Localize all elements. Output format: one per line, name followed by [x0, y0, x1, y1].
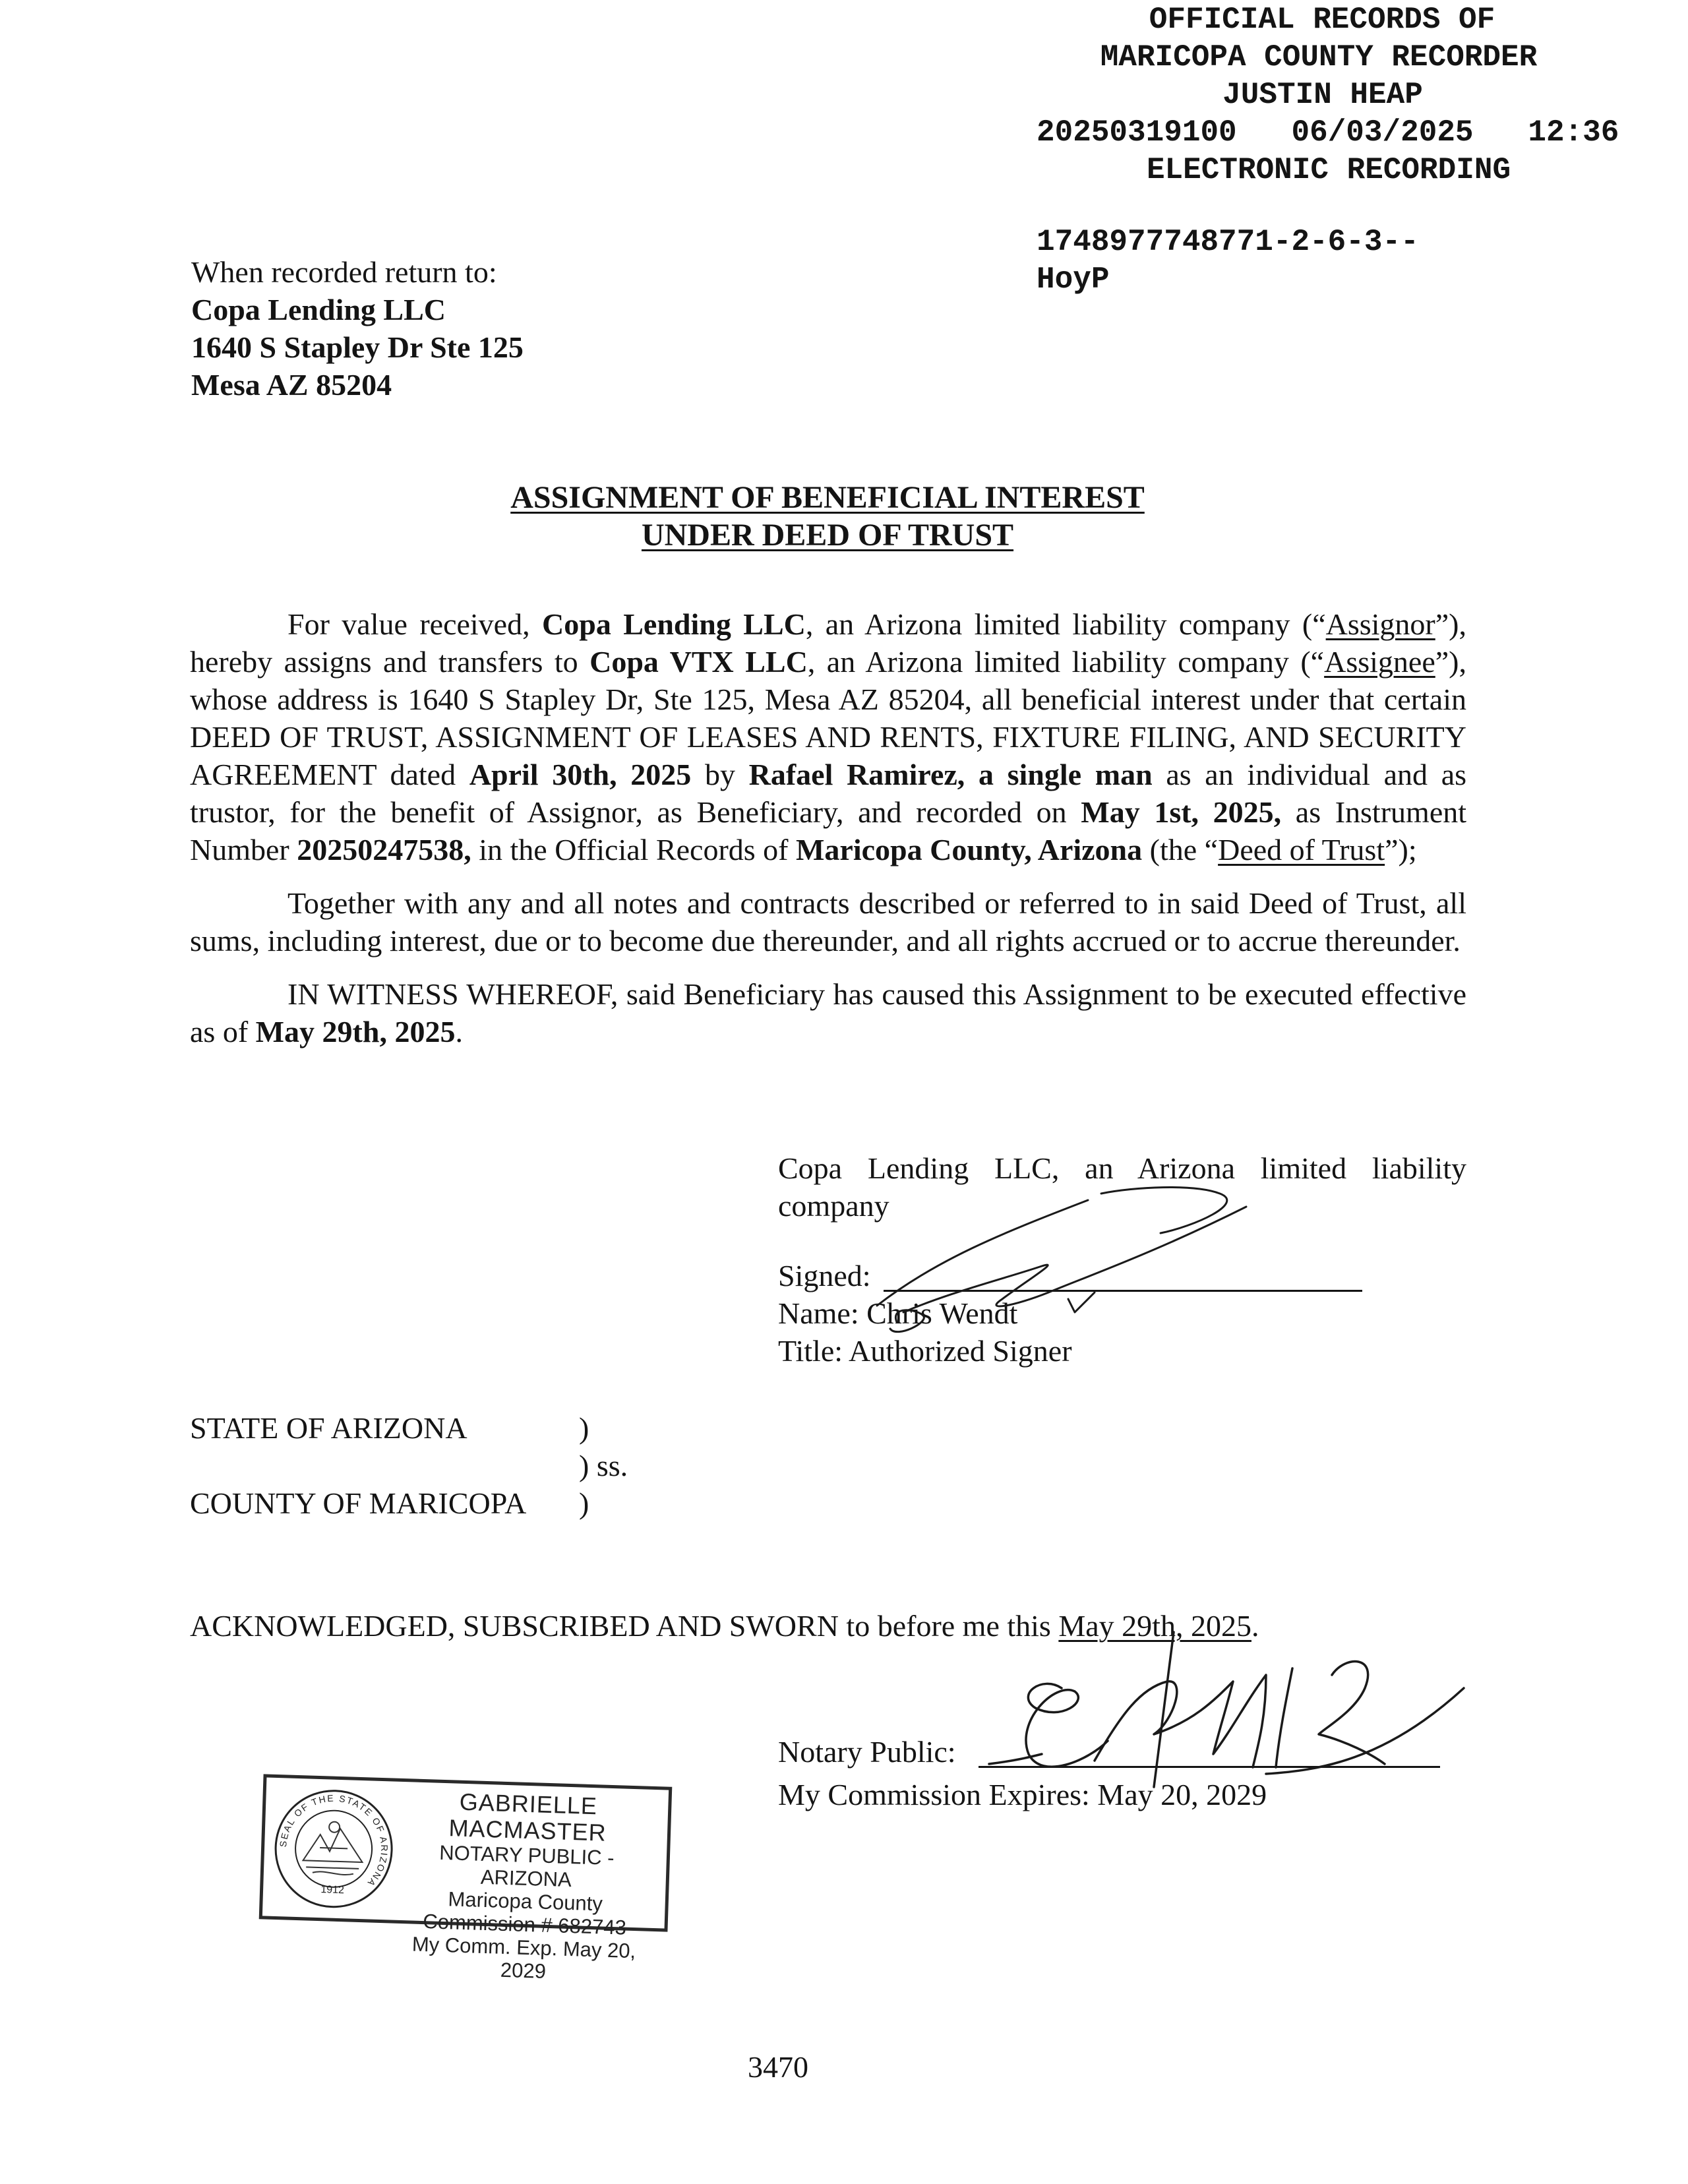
assignor-name: Copa Lending LLC [542, 607, 806, 641]
stamp-text [390, 1787, 662, 1987]
return-to-label: When recorded return to: [191, 255, 497, 289]
recording-date: 06/03/2025 [1291, 115, 1474, 150]
recording-header [989, 1, 1648, 189]
notary-stamp [259, 1774, 673, 1983]
stamp-county: Maricopa County [448, 1887, 603, 1916]
seal-text: SEAL OF THE STATE OF ARIZONA [277, 1792, 390, 1889]
recording-line-2: MARICOPA COUNTY RECORDER [1100, 40, 1538, 75]
assignee-name: Copa VTX LLC [589, 645, 808, 679]
notary-commission: My Commission Expires: May 20, 2029 [778, 1778, 1267, 1811]
venue-ss: ) ss. [579, 1449, 628, 1482]
venue-paren-1: ) [579, 1411, 589, 1445]
venue-paren-2: ) [579, 1486, 589, 1520]
recording-line-3: JUSTIN HEAP [1222, 78, 1423, 112]
venue-county: COUNTY OF MARICOPA [190, 1486, 527, 1520]
recorded-date: May 1st, 2025, [1081, 795, 1282, 829]
document-title [330, 479, 1325, 554]
signature-entity: Copa Lending LLC, an Arizona limited liability company [778, 1151, 1466, 1223]
assignee-label: Assignee [1324, 645, 1435, 679]
instrument-number: 20250247538, [297, 833, 471, 866]
state-seal-icon [272, 1787, 396, 1911]
stamp-notary-title: NOTARY PUBLIC - ARIZONA [438, 1840, 615, 1892]
return-to-block [191, 253, 524, 404]
paragraph-witness: IN WITNESS WHEREOF, said Beneficiary has caused this Assignment to be executed effective as of May 29th, 2025. [190, 977, 1466, 1048]
acknowledgment: ACKNOWLEDGED, SUBSCRIBED AND SWORN to before me this May 29th, 2025. [190, 1609, 1259, 1643]
seal-year: 1912 [320, 1884, 345, 1896]
recording-time: 12:36 [1528, 115, 1619, 150]
assignor-label: Assignor [1325, 607, 1435, 641]
notary-label: Notary Public: [778, 1735, 956, 1769]
stamp-expires: My Comm. Exp. May 20, 2029 [411, 1932, 636, 1983]
return-to-name: Copa Lending LLC [191, 293, 446, 326]
deed-date: April 30th, 2025 [469, 758, 692, 791]
signed-label: Signed: [778, 1259, 871, 1292]
clerk-id: HoyP [1037, 262, 1110, 297]
county-name: Maricopa County, Arizona [795, 833, 1143, 866]
return-to-city: Mesa AZ 85204 [191, 368, 392, 402]
stamp-commission: Commission # 682743 [422, 1910, 627, 1939]
title-line-1: ASSIGNMENT OF BENEFICIAL INTEREST [510, 480, 1145, 515]
signer-title: Authorized Signer [849, 1334, 1072, 1368]
recording-line-1: OFFICIAL RECORDS OF [1149, 3, 1495, 37]
page-number: 3470 [748, 2050, 808, 2084]
return-to-street: 1640 S Stapley Dr Ste 125 [191, 330, 524, 364]
body-text [190, 605, 1466, 1050]
recording-number: 20250319100 [1037, 115, 1237, 150]
notary-signature-graphic [976, 1629, 1477, 1800]
stamp-notary-name: GABRIELLE MACMASTER [448, 1788, 607, 1846]
trustor-name: Rafael Ramirez, a single man [748, 758, 1153, 791]
signer-name: Chris Wendt [866, 1296, 1018, 1330]
recording-line-4 [989, 114, 1648, 152]
venue-state: STATE OF ARIZONA [190, 1411, 467, 1445]
recording-line-5: ELECTRONIC RECORDING [1146, 153, 1511, 187]
barcode-id: 1748977748771-2-6-3-- [1037, 225, 1419, 259]
paragraph-notes: Together with any and all notes and contracts described or referred to in said Deed of Trust, all sums, including interest, due or to become due thereunder, and all rights accrued or to accrue thereunder. [190, 886, 1466, 957]
deed-label: Deed of Trust [1218, 833, 1385, 866]
signature-graphic [851, 1180, 1299, 1352]
witness-date: May 29th, 2025 [255, 1015, 456, 1048]
signer-title-row: Title: Authorized Signer [778, 1334, 1072, 1368]
signer-name-row: Name: Chris Wendt [778, 1296, 1018, 1330]
paragraph-assignment: For value received, Copa Lending LLC, an Arizona limited liability company (“Assignor”), hereby assigns and transfers to Copa VTX LLC, an Arizona limited liability company (“Assignee”), whose address is 1640 S Stapley Dr, Ste 125, Mesa AZ 85204, all beneficial interest under that certain DEED OF TRUST, ASSIGNMENT OF LEASES AND RENTS, FIXTURE FILING, AND SECURITY AGREEMENT dated April 30th, 2025 by Rafael Ramirez, a single man as an individual and as trustor, for the benefit of Assignor, as Beneficiary, and recorded on May 1st, 2025, as Instrument Number 20250247538, in the Official Records of Maricopa County, Arizona (the “Deed of Trust”); [190, 607, 1467, 866]
title-line-2: UNDER DEED OF TRUST [641, 518, 1014, 553]
acknowledgment-date: May 29th, 2025 [1058, 1609, 1251, 1643]
